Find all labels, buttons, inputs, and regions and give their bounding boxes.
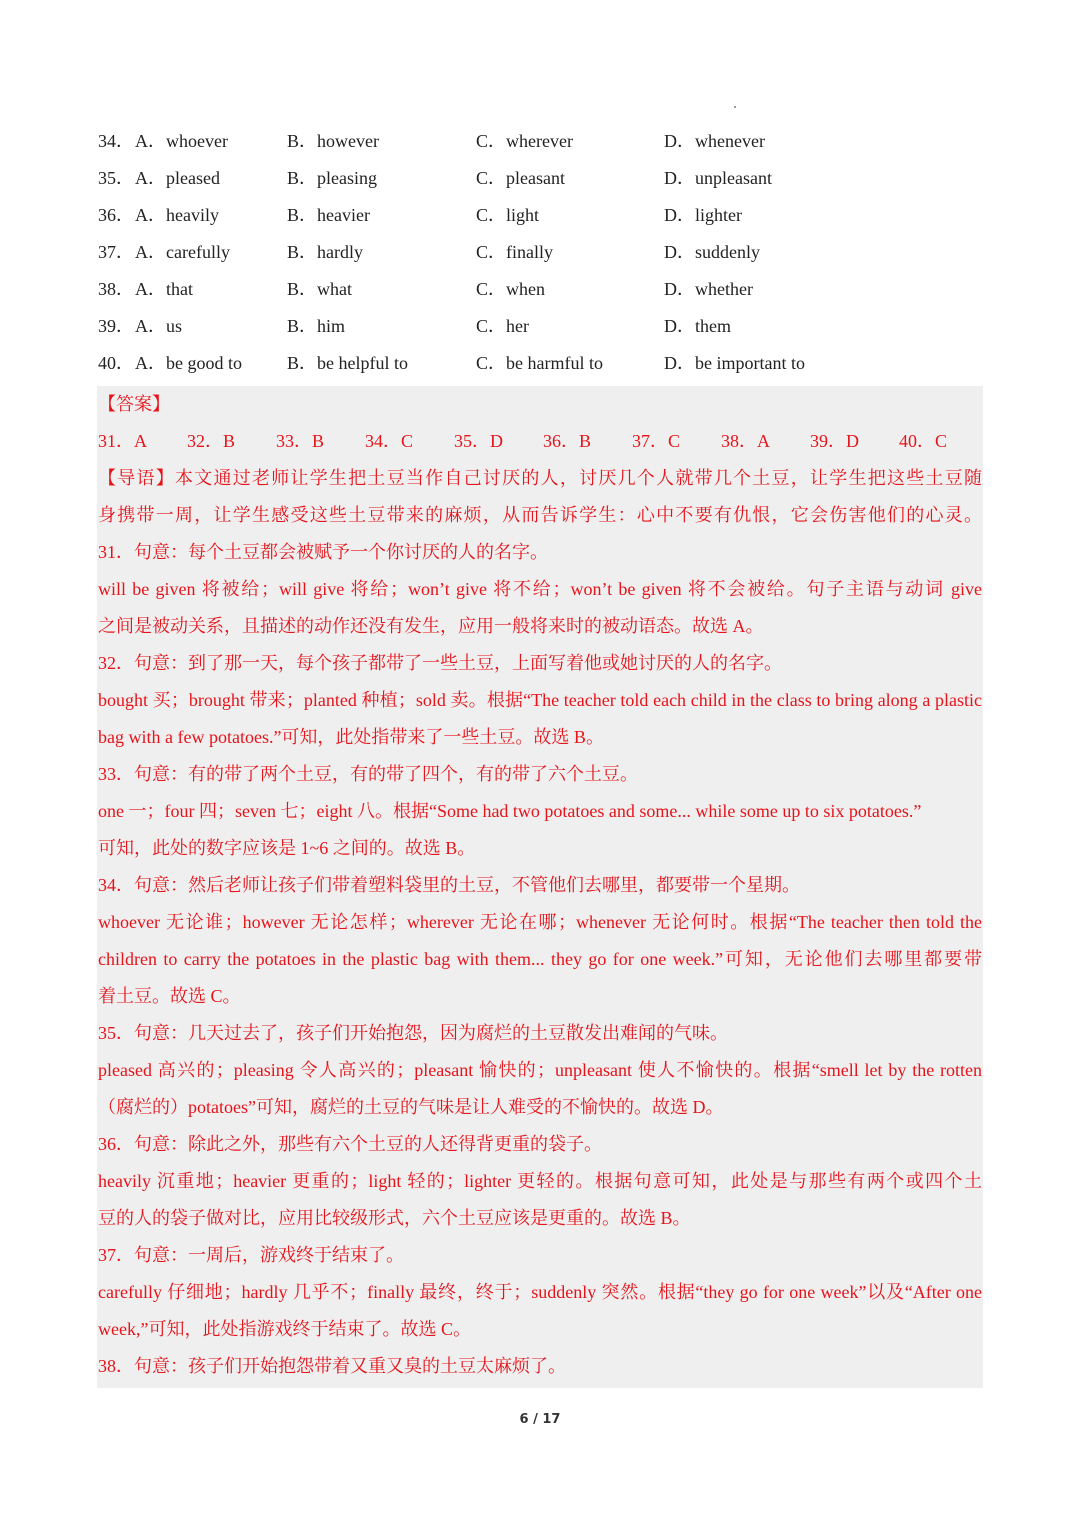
explanation-line: 31．句意：每个土豆都会被赋予一个你讨厌的人的名字。 <box>98 542 548 562</box>
explanation-line: 身携带一周，让学生感受这些土豆带来的麻烦，从而告诉学生：心中不要有仇恨，它会伤害他们的心灵。 <box>98 505 982 525</box>
explanation-line: 豆的人的袋子做对比，应用比较级形式，六个土豆应该是更重的。故选 B。 <box>98 1208 691 1228</box>
question-number: 34． <box>98 131 134 151</box>
option-b: B．what <box>287 279 352 299</box>
explanation-line: 可知，此处的数字应该是 1~6 之间的。故选 B。 <box>98 838 476 858</box>
explanation-line: 33．句意：有的带了两个土豆，有的带了四个，有的带了六个土豆。 <box>98 764 638 784</box>
explanation-line: bought 买；brought 带来；planted 种植；sold 卖。根据“The teacher told each child in the class to bring along a plastic <box>98 690 982 710</box>
option-d: D．suddenly <box>664 242 760 262</box>
question-number: 37． <box>98 242 134 262</box>
option-d: D．whether <box>664 279 753 299</box>
option-c: C．pleasant <box>476 168 565 188</box>
answer-section <box>97 386 983 1388</box>
option-a: A．be good to <box>135 353 242 373</box>
question-number: 36． <box>98 205 134 225</box>
explanation-line: 37．句意：一周后，游戏终于结束了。 <box>98 1245 404 1265</box>
option-c: C．wherever <box>476 131 573 151</box>
explanation-line: heavily 沉重地；heavier 更重的；light 轻的；lighter 更轻的。根据句意可知，此处是与那些有两个或四个土 <box>98 1171 982 1191</box>
question-number: 38． <box>98 279 134 299</box>
option-a: A．whoever <box>135 131 228 151</box>
explanation-line: whoever 无论谁；however 无论怎样；wherever 无论在哪；whenever 无论何时。根据“The teacher then told the <box>98 912 982 932</box>
answer-key-row <box>98 423 982 460</box>
explanation-line: 34．句意：然后老师让孩子们带着塑料袋里的土豆，不管他们去哪里，都要带一个星期。 <box>98 875 800 895</box>
option-b: B．however <box>287 131 379 151</box>
option-b: B．hardly <box>287 242 363 262</box>
explanation-line: bag with a few potatoes.”可知，此处指带来了一些土豆。故选 B。 <box>98 727 604 747</box>
answer-key: 35．D <box>454 431 503 451</box>
page-number: 6 / 17 <box>519 1412 561 1427</box>
explanation-line: 32．句意：到了那一天，每个孩子都带了一些土豆，上面写着他或她讨厌的人的名字。 <box>98 653 782 673</box>
option-b: B．be helpful to <box>287 353 408 373</box>
explanation-line: week,”可知，此处指游戏终于结束了。故选 C。 <box>98 1319 471 1339</box>
explanation-line: children to carry the potatoes in the plastic bag with them... they go for one week.”可知，无论他们去哪里都要带 <box>98 949 982 969</box>
option-d: D．unpleasant <box>664 168 772 188</box>
option-c: C．when <box>476 279 545 299</box>
option-a: A．that <box>135 279 193 299</box>
explanation-line: （腐烂的）potatoes”可知，腐烂的土豆的气味是让人难受的不愉快的。故选 D。 <box>98 1097 724 1117</box>
options-list <box>98 123 982 382</box>
option-a: A．heavily <box>135 205 219 225</box>
option-row <box>98 271 982 308</box>
answer-key: 32．B <box>187 431 236 451</box>
explanation-line: will be given 将被给；will give 将给；won’t give 将不给；won’t be given 将不会被给。句子主语与动词 give <box>98 579 982 599</box>
explanation-line: 38．句意：孩子们开始抱怨带着又重又臭的土豆太麻烦了。 <box>98 1356 566 1376</box>
answer-heading: 【答案】 <box>98 394 170 414</box>
question-number: 39． <box>98 316 134 336</box>
explanation-line: 之间是被动关系，且描述的动作还没有发生，应用一般将来时的被动语态。故选 A。 <box>98 616 764 636</box>
answer-key: 31．A <box>98 431 147 451</box>
option-row <box>98 345 982 382</box>
explanation-line: one 一；four 四；seven 七；eight 八。根据“Some had two potatoes and some... while some up to six potatoes.” <box>98 801 922 821</box>
explanation-line: carefully 仔细地；hardly 几乎不；finally 最终，终于；suddenly 突然。根据“they go for one week”以及“After one <box>98 1282 982 1302</box>
option-d: D．whenever <box>664 131 765 151</box>
answer-key: 38．A <box>721 431 770 451</box>
explanation-line: pleased 高兴的；pleasing 令人高兴的；pleasant 愉快的；unpleasant 使人不愉快的。根据“smell let by the rotten <box>98 1060 982 1080</box>
explanation-line: 36．句意：除此之外，那些有六个土豆的人还得背更重的袋子。 <box>98 1134 602 1154</box>
option-b: B．him <box>287 316 346 336</box>
option-a: A．us <box>135 316 183 336</box>
option-b: B．heavier <box>287 205 370 225</box>
option-row <box>98 123 982 160</box>
option-a: A．pleased <box>135 168 220 188</box>
option-a: A．carefully <box>135 242 230 262</box>
option-d: D．lighter <box>664 205 742 225</box>
explanation-line: 着土豆。故选 C。 <box>98 986 241 1006</box>
option-row <box>98 308 982 345</box>
answer-key: 39．D <box>810 431 859 451</box>
answer-key: 37．C <box>632 431 681 451</box>
scan-dot <box>734 106 736 108</box>
answer-key: 34．C <box>365 431 414 451</box>
option-d: D．them <box>664 316 731 336</box>
option-row <box>98 160 982 197</box>
option-row <box>98 234 982 271</box>
explanation-line: 【导语】本文通过老师让学生把土豆当作自己讨厌的人，讨厌几个人就带几个土豆，让学生把这些土豆随 <box>98 468 982 488</box>
option-b: B．pleasing <box>287 168 377 188</box>
option-row <box>98 197 982 234</box>
answer-key: 36．B <box>543 431 592 451</box>
question-number: 35． <box>98 168 134 188</box>
option-c: C．her <box>476 316 529 336</box>
question-number: 40． <box>98 353 134 373</box>
explanation-line: 35．句意：几天过去了，孩子们开始抱怨，因为腐烂的土豆散发出难闻的气味。 <box>98 1023 728 1043</box>
option-c: C．be harmful to <box>476 353 603 373</box>
option-c: C．finally <box>476 242 553 262</box>
option-c: C．light <box>476 205 540 225</box>
option-d: D．be important to <box>664 353 805 373</box>
answer-key: 33．B <box>276 431 325 451</box>
answer-key: 40．C <box>899 431 948 451</box>
